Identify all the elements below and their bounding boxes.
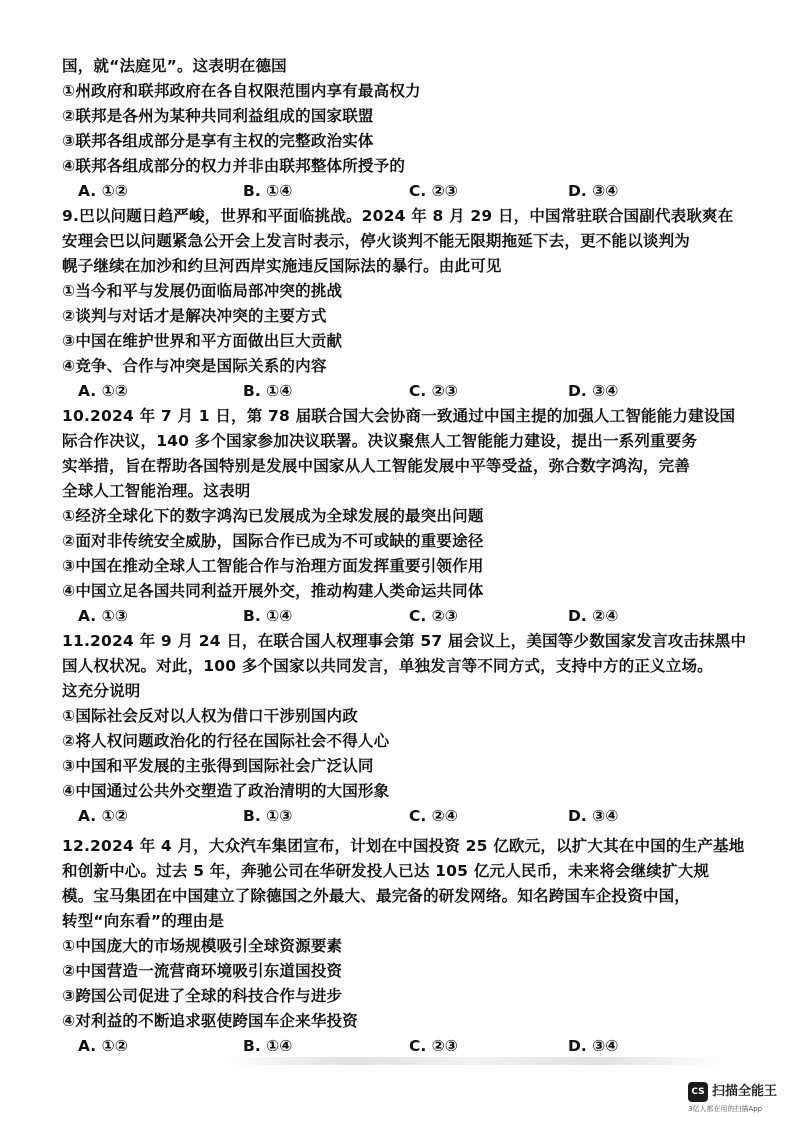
q8-statement-2: ②联邦是各州为某种共同利益组成的国家联盟 xyxy=(62,107,374,125)
q11-statement-1: ①国际社会反对以人权为借口干涉别国内政 xyxy=(62,707,358,725)
q12-statement-3: ③跨国公司促进了全球的科技合作与进步 xyxy=(62,987,343,1005)
q8-stem-tail: 国，就“法庭见”。这表明在德国 xyxy=(62,57,287,75)
q8-choice-d[interactable]: D. ③④ xyxy=(568,182,619,200)
q9-choice-d[interactable]: D. ③④ xyxy=(568,382,619,400)
q12-stem-line-3: 模。宝马集团在中国建立了除德国之外最大、最完备的研发网络。知名跨国车企投资中国， xyxy=(62,887,691,905)
q11-stem-line-3: 这充分说明 xyxy=(62,682,141,700)
q10-statement-1: ①经济全球化下的数字鸿沟已发展成为全球发展的最突出问题 xyxy=(62,507,484,525)
q10-stem-line-3: 实举措，旨在帮助各国特别是发展中国家从人工智能发展中平等受益，弥合数字鸿沟，完善 xyxy=(62,457,691,475)
q12-choice-d[interactable]: D. ③④ xyxy=(568,1037,619,1055)
q11-choice-b[interactable]: B. ①③ xyxy=(243,807,293,825)
q10-choices xyxy=(0,605,794,627)
q12-stem-line-4: 转型“向东看”的理由是 xyxy=(62,912,225,930)
watermark-title: 扫描全能王 xyxy=(712,1084,778,1099)
q9-choice-b[interactable]: B. ①④ xyxy=(243,382,293,400)
q10-statement-4: ④中国立足各国共同利益开展外交，推动构建人类命运共同体 xyxy=(62,582,484,600)
scanner-watermark xyxy=(688,1082,788,1116)
q11-statement-2: ②将人权问题政治化的行径在国际社会不得人心 xyxy=(62,732,390,750)
q11-choice-c[interactable]: C. ②④ xyxy=(409,807,458,825)
q12-stem-line-2: 和创新中心。过去 5 年，奔驰公司在华研发投人已达 105 亿元人民币，未来将会继续扩大规 xyxy=(62,862,710,880)
q9-statement-4: ④竞争、合作与冲突是国际关系的内容 xyxy=(62,357,327,375)
q12-statement-1: ①中国庞大的市场规模吸引全球资源要素 xyxy=(62,937,343,955)
q10-statement-3: ③中国在推动全球人工智能合作与治理方面发挥重要引领作用 xyxy=(62,557,484,575)
q11-choice-a[interactable]: A. ①② xyxy=(78,807,128,825)
q10-choice-c[interactable]: C. ②③ xyxy=(409,607,458,625)
q12-statement-4: ④对利益的不断追求驱使跨国车企来华投资 xyxy=(62,1012,358,1030)
q8-statement-1: ①州政府和联邦政府在各自权限范围内享有最高权力 xyxy=(62,82,421,100)
q11-choice-d[interactable]: D. ③④ xyxy=(568,807,619,825)
q10-choice-a[interactable]: A. ①③ xyxy=(78,607,128,625)
q11-statement-3: ③中国和平发展的主张得到国际社会广泛认同 xyxy=(62,757,374,775)
q9-choice-a[interactable]: A. ①② xyxy=(78,382,128,400)
camscanner-logo-icon: CS xyxy=(688,1082,708,1102)
q8-choices xyxy=(0,180,794,202)
q12-choice-b[interactable]: B. ①④ xyxy=(243,1037,293,1055)
q9-stem-line-2: 安理会巴以问题紧急公开会上发言时表示，停火谈判不能无限期拖延下去，更不能以谈判为 xyxy=(62,232,691,250)
q9-choices xyxy=(0,380,794,402)
q8-statement-3: ③联邦各组成部分是享有主权的完整政治实体 xyxy=(62,132,374,150)
watermark-subtitle: 3亿人都在用的扫描App xyxy=(688,1105,763,1113)
q9-statement-1: ①当今和平与发展仍面临局部冲突的挑战 xyxy=(62,282,343,300)
blurred-footer xyxy=(225,1057,725,1065)
q12-choices xyxy=(0,1035,794,1057)
q10-choice-d[interactable]: D. ②④ xyxy=(568,607,619,625)
q9-stem-line-1: 9.巴以问题日趋严峻，世界和平面临挑战。2024 年 8 月 29 日，中国常驻联合国副代表耿爽在 xyxy=(62,207,734,225)
q11-choices xyxy=(0,805,794,827)
q11-stem-line-2: 国人权状况。对此，100 多个国家以共同发言，单独发言等不同方式，支持中方的正义立场。 xyxy=(62,657,713,675)
q12-choice-c[interactable]: C. ②③ xyxy=(409,1037,458,1055)
q8-choice-b[interactable]: B. ①④ xyxy=(243,182,293,200)
q9-statement-2: ②谈判与对话才是解决冲突的主要方式 xyxy=(62,307,327,325)
q10-stem-line-4: 全球人工智能治理。这表明 xyxy=(62,482,251,500)
q12-statement-2: ②中国营造一流营商环境吸引东道国投资 xyxy=(62,962,343,980)
q10-statement-2: ②面对非传统安全威胁，国际合作已成为不可或缺的重要途径 xyxy=(62,532,484,550)
q10-choice-b[interactable]: B. ①④ xyxy=(243,607,293,625)
q11-statement-4: ④中国通过公共外交塑造了政治清明的大国形象 xyxy=(62,782,390,800)
q9-stem-line-3: 幌子继续在加沙和约旦河西岸实施违反国际法的暴行。由此可见 xyxy=(62,257,502,275)
q8-choice-c[interactable]: C. ②③ xyxy=(409,182,458,200)
q8-choice-a[interactable]: A. ①② xyxy=(78,182,128,200)
q10-stem-line-1: 10.2024 年 7 月 1 日，第 78 届联合国大会协商一致通过中国主提的加强人工智能能力建设国 xyxy=(62,407,736,425)
q12-choice-a[interactable]: A. ①② xyxy=(78,1037,128,1055)
q10-stem-line-2: 际合作决议，140 多个国家参加决议联署。决议聚焦人工智能能力建设，提出一系列重要务 xyxy=(62,432,698,450)
q9-choice-c[interactable]: C. ②③ xyxy=(409,382,458,400)
q11-stem-line-1: 11.2024 年 9 月 24 日，在联合国人权理事会第 57 届会议上，美国等少数国家发言攻击抹黑中 xyxy=(62,632,747,650)
q12-stem-line-1: 12.2024 年 4 月，大众汽车集团宣布，计划在中国投资 25 亿欧元，以扩大其在中国的生产基地 xyxy=(62,837,745,855)
q9-statement-3: ③中国在维护世界和平方面做出巨大贡献 xyxy=(62,332,343,350)
q8-statement-4: ④联邦各组成部分的权力并非由联邦整体所授予的 xyxy=(62,157,406,175)
